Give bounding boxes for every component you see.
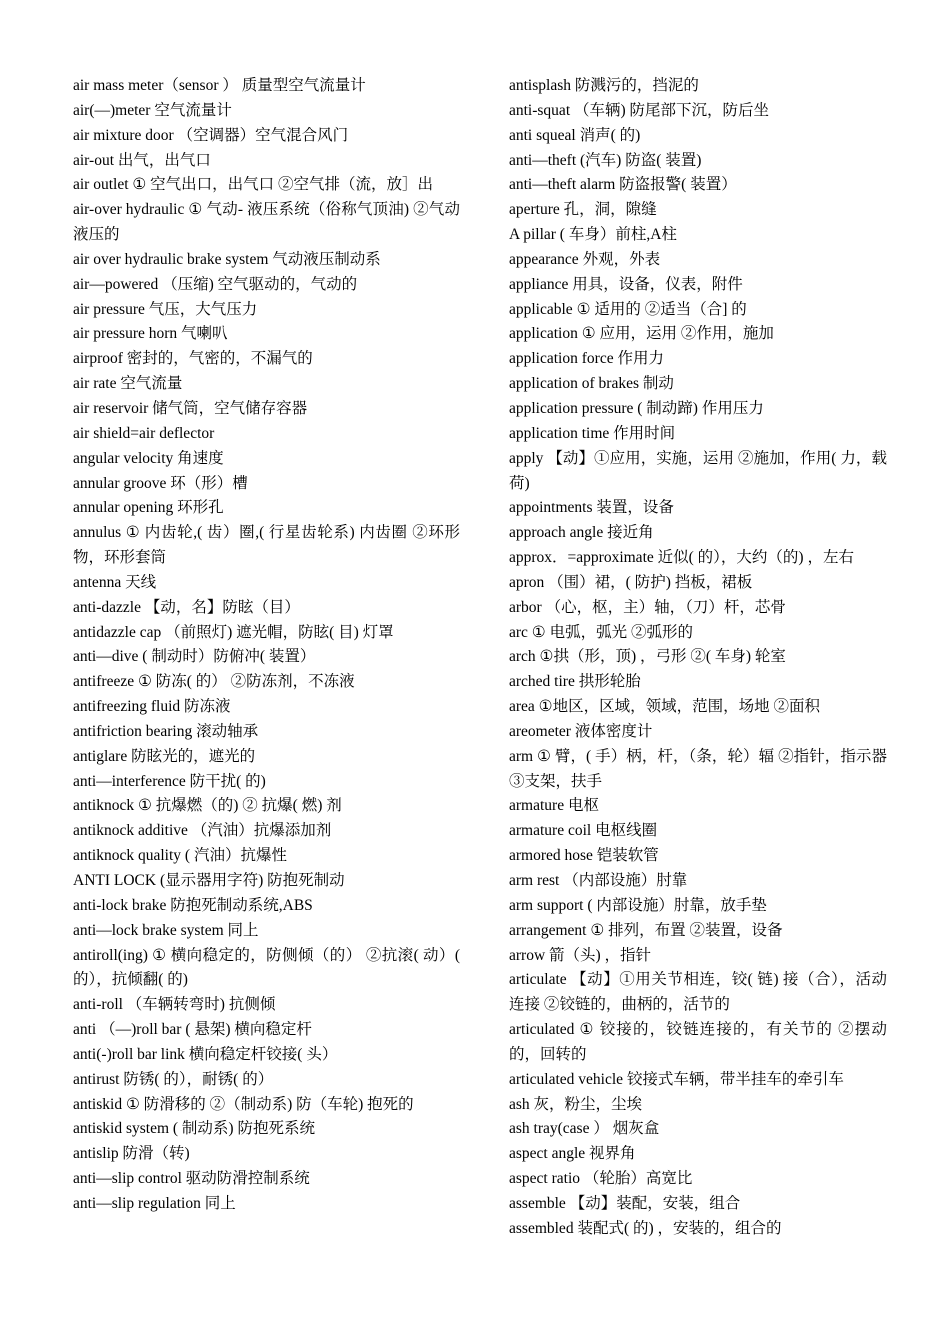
glossary-entry: air pressure horn 气喇叭 <box>73 325 228 343</box>
glossary-entry: air mass meter（sensor ） 质量型空气流量计 <box>73 77 366 94</box>
glossary-entry: air reservoir 储气筒，空气储存容器 <box>73 399 308 417</box>
glossary-entry: antiknock quality ( 汽油）抗爆性 <box>73 847 287 865</box>
glossary-entry: arc ① 电弧，弧光 ②弧形的 <box>509 623 693 641</box>
glossary-entry: appointments 装置，设备 <box>509 499 674 517</box>
glossary-entry: air shield=air deflector <box>73 424 215 442</box>
glossary-entry: application of brakes 制动 <box>509 375 674 393</box>
glossary-entry: anti—theft (汽车) 防盗( 装置) <box>509 151 702 169</box>
glossary-entry: anti squeal 消声( 的) <box>509 126 641 144</box>
glossary-entry: arbor （心，枢，主）轴，（刀）杆，芯骨 <box>509 598 786 616</box>
glossary-entry: aspect angle 视界角 <box>509 1145 636 1163</box>
glossary-entry: armored hose 铠装软管 <box>509 847 659 865</box>
glossary-entry: air—powered （压缩) 空气驱动的，气动的 <box>73 275 358 293</box>
glossary-entry: annulus ① 内齿轮,( 齿）圈,( 行星齿轮系) 内齿圈 ②环形物，环形套筒 <box>73 524 460 567</box>
glossary-entry: antenna 天线 <box>73 573 157 591</box>
glossary-entry: anti-dazzle 【动，名】防眩（目） <box>73 598 300 616</box>
glossary-entry: arch ①拱（形，顶) ，弓形 ②( 车身) 轮室 <box>509 648 786 666</box>
glossary-entry: apron （围）裙，( 防护) 挡板，裙板 <box>509 573 753 591</box>
glossary-entry: areometer 液体密度计 <box>509 722 653 740</box>
glossary-entry: ANTI LOCK (显示器用字符) 防抱死制动 <box>73 872 345 889</box>
glossary-entry: aperture 孔，洞，隙缝 <box>509 201 657 219</box>
glossary-entry: air pressure 气压，大气压力 <box>73 300 258 318</box>
glossary-entry: approx．=approximate 近似( 的），大约（的) ，左右 <box>509 549 854 567</box>
glossary-entry: ash tray(case ） 烟灰盒 <box>509 1120 660 1138</box>
glossary-entry: anti—slip control 驱动防滑控制系统 <box>73 1170 310 1188</box>
glossary-entry: armature 电枢 <box>509 797 599 815</box>
glossary-entry: annular groove 环（形）槽 <box>73 474 248 492</box>
glossary-entry: approach angle 接近角 <box>509 524 654 542</box>
glossary-entry: assemble 【动】装配，安装，组合 <box>509 1194 741 1212</box>
glossary-entry: aspect ratio （轮胎）高宽比 <box>509 1170 693 1188</box>
glossary-entry: application pressure ( 制动蹄) 作用压力 <box>509 399 764 417</box>
glossary-entry: anti-lock brake 防抱死制动系统,ABS <box>73 896 313 914</box>
glossary-entry: air over hydraulic brake system 气动液压制动系 <box>73 250 381 268</box>
glossary-entry: anti—lock brake system 同上 <box>73 921 259 939</box>
left-column <box>73 74 464 1217</box>
glossary-entry: anti—dive ( 制动时）防俯冲( 装置） <box>73 648 316 666</box>
glossary-entry: annular opening 环形孔 <box>73 499 224 517</box>
glossary-entry: articulated vehicle 铰接式车辆，带半挂车的牵引车 <box>509 1070 844 1088</box>
glossary-entry: anti—slip regulation 同上 <box>73 1194 236 1212</box>
glossary-entry: air rate 空气流量 <box>73 375 183 393</box>
glossary-entry: application force 作用力 <box>509 350 664 368</box>
glossary-entry: arched tire 拱形轮胎 <box>509 673 641 691</box>
glossary-entry: antislip 防滑（转) <box>73 1145 190 1163</box>
glossary-entry: anti-squat （车辆) 防尾部下沉，防后坐 <box>509 101 770 119</box>
glossary-entry: antifriction bearing 滚动轴承 <box>73 722 259 740</box>
glossary-entry: antidazzle cap （前照灯) 遮光帽，防眩( 目) 灯罩 <box>73 623 394 641</box>
glossary-entry: anti （—)roll bar ( 悬架) 横向稳定杆 <box>73 1021 312 1039</box>
glossary-entry: antiknock ① 抗爆燃（的) ② 抗爆( 燃) 剂 <box>73 797 342 815</box>
right-column <box>509 74 887 1242</box>
glossary-entry: air-over hydraulic ① 气动- 液压系统（俗称气顶油) ②气动液压的 <box>73 201 460 244</box>
glossary-entry: antiglare 防眩光的，遮光的 <box>73 747 256 765</box>
glossary-entry: air mixture door （空调器）空气混合风门 <box>73 126 349 144</box>
glossary-entry: antirust 防锈( 的），耐锈( 的） <box>73 1070 274 1088</box>
glossary-entry: articulated ① 铰接的，铰链连接的，有关节的 ②摆动的，回转的 <box>509 1021 887 1063</box>
glossary-entry: anti(-)roll bar link 横向稳定杆铰接( 头） <box>73 1045 338 1063</box>
glossary-entry: antifreezing fluid 防冻液 <box>73 698 231 716</box>
glossary-entry: air-out 出气，出气口 <box>73 151 211 169</box>
glossary-entry: air outlet ① 空气出口，出气口 ②空气排（流，放］出 <box>73 176 434 194</box>
glossary-entry: anti—theft alarm 防盗报警( 装置） <box>509 176 737 194</box>
glossary-entry: antiskid system ( 制动系) 防抱死系统 <box>73 1120 315 1138</box>
glossary-entry: antiskid ① 防滑移的 ②（制动系) 防（车轮) 抱死的 <box>73 1095 414 1113</box>
glossary-entry: arrangement ① 排列，布置 ②装置，设备 <box>509 921 783 939</box>
glossary-entry: applicable ① 适用的 ②适当（合] 的 <box>509 300 747 318</box>
glossary-entry: armature coil 电枢线圈 <box>509 822 658 840</box>
glossary-entry: appliance 用具，设备，仪表，附件 <box>509 275 743 293</box>
glossary-entry: antifreeze ① 防冻( 的） ②防冻剂，不冻液 <box>73 673 355 691</box>
glossary-entry: appearance 外观，外表 <box>509 250 661 268</box>
glossary-entry: articulate 【动】①用关节相连，铰( 链) 接（合），活动连接 ②铰链的，曲柄的，活节的 <box>509 971 887 1014</box>
glossary-entry: antiknock additive （汽油）抗爆添加剂 <box>73 822 332 840</box>
glossary-entry: A pillar ( 车身）前柱,A柱 <box>509 226 677 244</box>
glossary-entry: arm support ( 内部设施）肘靠，放手垫 <box>509 896 767 914</box>
glossary-entry: arm rest （内部设施）肘靠 <box>509 872 688 889</box>
glossary-entry: air(—)meter 空气流量计 <box>73 101 232 119</box>
glossary-entry: antisplash 防溅污的，挡泥的 <box>509 77 699 94</box>
glossary-entry: ash 灰，粉尘，尘埃 <box>509 1095 643 1113</box>
glossary-entry: area ①地区，区域，领域，范围，场地 ②面积 <box>509 698 820 716</box>
glossary-entry: assembled 装配式( 的) ，安装的，组合的 <box>509 1219 782 1237</box>
glossary-entry: arm ① 臂，( 手）柄，杆，（条，轮）辐 ②指针，指示器③支架，扶手 <box>509 747 887 790</box>
glossary-entry: antiroll(ing) ① 横向稳定的，防侧倾（的） ②抗滚( 动）( 的），抗倾翻( 的) <box>73 946 464 989</box>
glossary-entry: apply 【动】①应用，实施，运用 ②施加，作用( 力，载荷) <box>509 449 887 492</box>
glossary-entry: anti—interference 防干扰( 的) <box>73 772 266 790</box>
glossary-entry: application ① 应用，运用 ②作用，施加 <box>509 325 774 343</box>
glossary-entry: airproof 密封的，气密的，不漏气的 <box>73 350 313 368</box>
glossary-entry: application time 作用时间 <box>509 424 676 442</box>
glossary-entry: arrow 箭（头) ，指针 <box>509 946 652 964</box>
glossary-entry: angular velocity 角速度 <box>73 449 224 467</box>
glossary-entry: anti-roll （车辆转弯时) 抗侧倾 <box>73 996 276 1014</box>
